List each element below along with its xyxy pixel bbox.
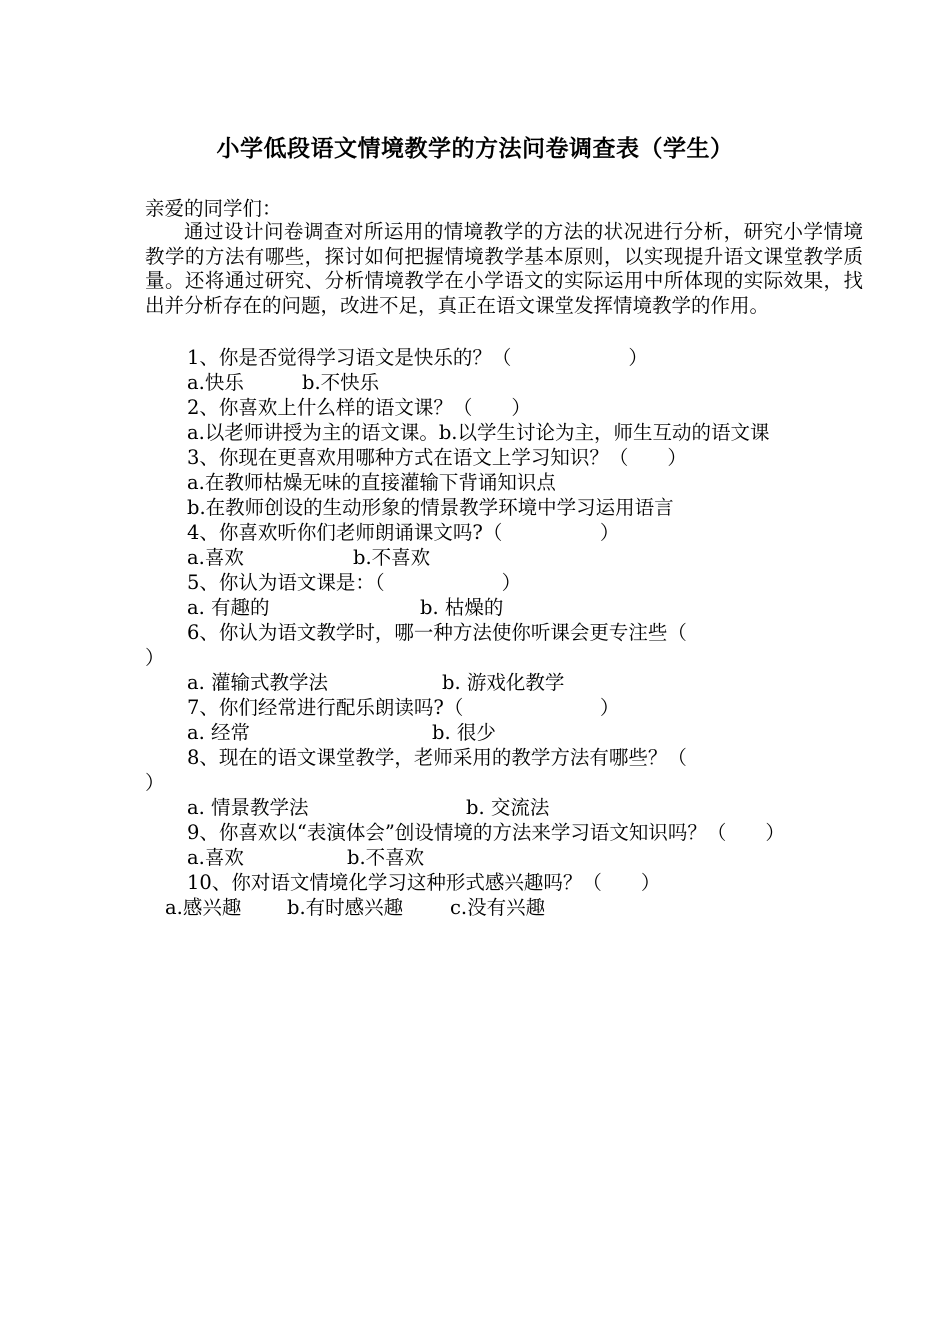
question-6-option-a: a. 灌输式教学法 (187, 671, 329, 694)
intro-paragraph: 通过设计问卷调查对所运用的情境教学的方法的状况进行分析，研究小学情境教学的方法有哪些，探讨如何把握情境教学基本原则，以实现提升语文课堂教学质量。还将通过研究、分析情境教学在小学语文的实际运用中所体现的实际效果，找出并分析存在的问题，改进不足，真正在语文课堂发挥情境教学的作用。 (145, 220, 863, 317)
question-4: 4、你喜欢听你们老师朗诵课文吗?（ ） (187, 521, 620, 544)
question-1: 1、你是否觉得学习语文是快乐的？（ ） (187, 346, 648, 369)
question-6-continuation: ） (145, 646, 165, 669)
question-7-option-a: a. 经常 (187, 721, 251, 744)
question-6: 6、你认为语文教学时，哪一种方法使你听课会更专注些（ (187, 621, 687, 644)
question-9-option-a: a.喜欢 (187, 846, 244, 869)
question-5: 5、你认为语文课是：（ ） (187, 571, 522, 594)
question-8-option-a: a. 情景教学法 (187, 796, 309, 819)
question-3-option-b: b.在教师创设的生动形象的情景教学环境中学习运用语言 (187, 496, 674, 519)
question-3: 3、你现在更喜欢用哪种方式在语文上学习知识？（ ） (187, 446, 687, 469)
question-4-option-b: b.不喜欢 (353, 546, 431, 569)
document-title: 小学低段语文情境教学的方法问卷调查表（学生） (216, 135, 734, 162)
question-8-option-b: b. 交流法 (466, 796, 550, 819)
question-8-continuation: ） (145, 771, 165, 794)
question-2-options: a.以老师讲授为主的语文课。b.以学生讨论为主，师生互动的语文课 (187, 421, 770, 444)
question-6-option-b: b. 游戏化教学 (442, 671, 565, 694)
question-10: 10、你对语文情境化学习这种形式感兴趣吗？（ ） (187, 871, 661, 894)
question-9: 9、你喜欢以“表演体会”创设情境的方法来学习语文知识吗？（ ） (187, 821, 785, 844)
question-9-option-b: b.不喜欢 (347, 846, 425, 869)
question-5-option-b: b. 枯燥的 (420, 596, 504, 619)
question-7-option-b: b. 很少 (432, 721, 496, 744)
question-3-option-a: a.在教师枯燥无味的直接灌输下背诵知识点 (187, 471, 556, 494)
greeting: 亲爱的同学们： (145, 197, 282, 220)
question-2: 2、你喜欢上什么样的语文课？（ ） (187, 396, 531, 419)
question-1-option-b: b.不快乐 (302, 371, 380, 394)
question-7: 7、你们经常进行配乐朗读吗?（ ） (187, 696, 620, 719)
question-4-option-a: a.喜欢 (187, 546, 244, 569)
question-8: 8、现在的语文课堂教学，老师采用的教学方法有哪些？（ (187, 746, 687, 769)
question-10-option-c: c.没有兴趣 (450, 896, 546, 919)
question-10-option-b: b.有时感兴趣 (287, 896, 404, 919)
question-10-option-a: a.感兴趣 (165, 896, 242, 919)
question-1-option-a: a.快乐 (187, 371, 244, 394)
question-5-option-a: a. 有趣的 (187, 596, 270, 619)
